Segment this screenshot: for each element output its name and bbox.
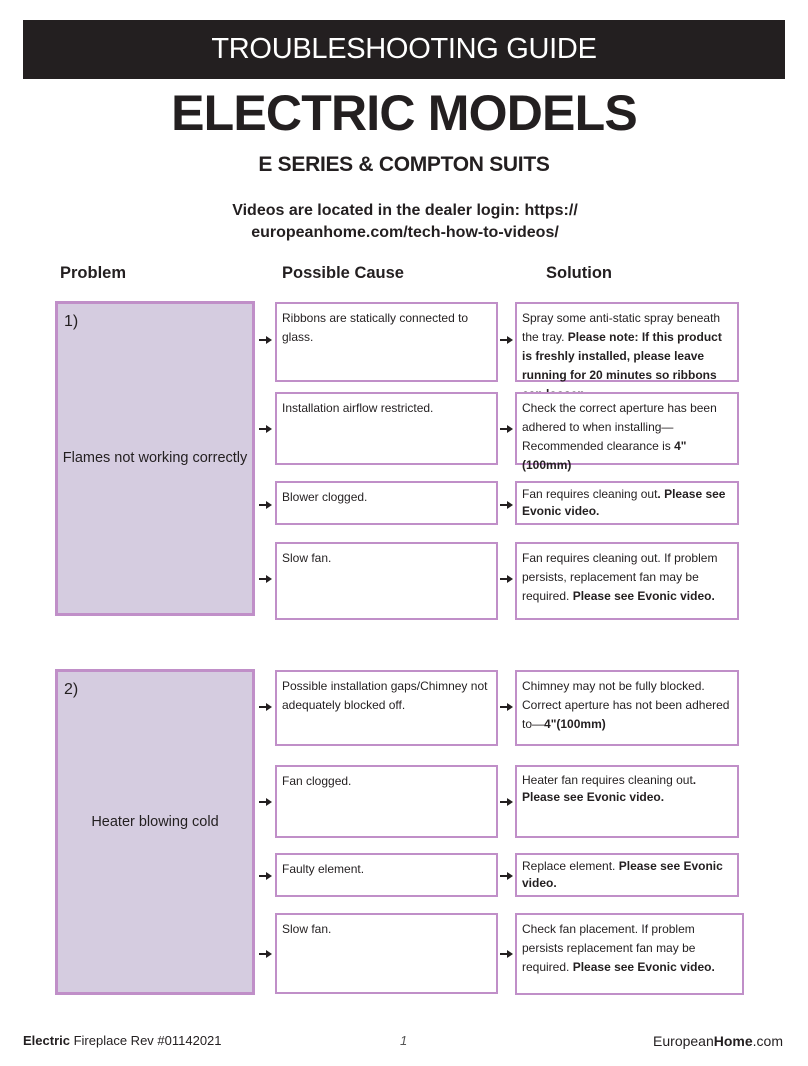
solution-box: [515, 853, 739, 897]
problem-number: 2): [64, 681, 79, 698]
solution-box: [515, 481, 739, 525]
solution-box: [515, 302, 739, 382]
cause-box: Blower clogged.: [275, 481, 498, 525]
arrow-right-icon: [500, 797, 514, 807]
brand-part-b: Home: [713, 1033, 753, 1049]
solution-box: [515, 765, 739, 838]
column-header-solution: Solution: [546, 264, 612, 282]
arrow-right-icon: [259, 797, 273, 807]
solution-text: Check fan placement. If problem persists replacement fan may be required.: [522, 922, 696, 974]
solution-text: Chimney may not be fully blocked. Correct aperture has not been adhered to—: [522, 679, 730, 731]
solution-box: [515, 542, 739, 620]
arrow-right-icon: [259, 871, 273, 881]
solution-text: Spray some anti-static spray beneath the tray.: [522, 311, 721, 344]
problem-label: Flames not working correctly: [62, 450, 248, 466]
solution-text: Replace element.: [522, 859, 619, 873]
arrow-right-icon: [259, 500, 273, 510]
footer-revision: [23, 1033, 222, 1048]
solution-text: Fan requires cleaning out: [522, 487, 658, 501]
page-title: ELECTRIC MODELS: [171, 85, 637, 141]
solution-text: Fan requires cleaning out. If problem persists, replacement fan may be required.: [522, 551, 718, 603]
arrow-right-icon: [259, 949, 273, 959]
cause-box: Fan clogged.: [275, 765, 498, 838]
solution-text: Please see Evonic video.: [572, 589, 715, 603]
arrow-right-icon: [259, 424, 273, 434]
footer-revision-rest: Fireplace Rev #01142021: [69, 1033, 222, 1048]
cause-box: Ribbons are statically connected to glass.: [275, 302, 498, 382]
title-banner: [23, 20, 785, 79]
arrow-right-icon: [500, 574, 514, 584]
arrow-right-icon: [500, 871, 514, 881]
solution-text: Please see Evonic video.: [572, 960, 715, 974]
videos-note-line1: Videos are located in the dealer login: https://: [232, 202, 578, 219]
brand-part-c: .com: [752, 1033, 783, 1049]
arrow-right-icon: [500, 424, 514, 434]
problem-number: 1): [64, 313, 79, 330]
solution-text: Please see Evonic video.: [522, 859, 723, 890]
solution-text: Check the correct aperture has been adhered to when installing—Recommended clearance is: [522, 401, 717, 453]
arrow-right-icon: [500, 335, 514, 345]
page-subtitle: E SERIES & COMPTON SUITS: [258, 153, 550, 176]
arrow-right-icon: [500, 949, 514, 959]
solution-text: . Please see Evonic video.: [522, 487, 726, 518]
solution-box: [515, 670, 739, 746]
arrow-right-icon: [259, 574, 273, 584]
arrow-right-icon: [259, 335, 273, 345]
footer-brand: [653, 1033, 783, 1049]
problem-label: Heater blowing cold: [91, 814, 219, 830]
cause-box: Installation airflow restricted.: [275, 392, 498, 465]
problem-1-panel: [55, 301, 255, 616]
column-header-cause: Possible Cause: [282, 264, 404, 282]
brand-part-a: European: [653, 1033, 714, 1049]
cause-box: Slow fan.: [275, 542, 498, 620]
solution-box: [515, 913, 744, 995]
footer-revision-bold: Electric: [23, 1033, 70, 1048]
arrow-right-icon: [259, 702, 273, 712]
videos-note: [200, 200, 610, 244]
videos-link[interactable]: europeanhome.com/tech-how-to-videos/: [251, 224, 559, 241]
arrow-right-icon: [500, 500, 514, 510]
cause-box: Slow fan.: [275, 913, 498, 994]
solution-box: [515, 392, 739, 472]
solution-text: Heater fan requires cleaning out: [522, 773, 693, 787]
solution-text: 4"(100mm): [544, 717, 606, 731]
solution-text: . Please see Evonic video.: [522, 773, 697, 804]
column-header-problem: Problem: [60, 264, 127, 282]
problem-2-panel: [55, 669, 255, 995]
arrow-right-icon: [500, 702, 514, 712]
page-number: 1: [400, 1033, 408, 1048]
solution-text: Please note: If this product is freshly installed, please leave running for 20 minutes so ribbons: [522, 330, 722, 382]
cause-box: Faulty element.: [275, 853, 498, 897]
solution-text: 4"(100mm): [522, 439, 687, 472]
cause-box: Possible installation gaps/Chimney not adequately blocked off.: [275, 670, 498, 746]
banner-text: TROUBLESHOOTING GUIDE: [211, 33, 597, 65]
